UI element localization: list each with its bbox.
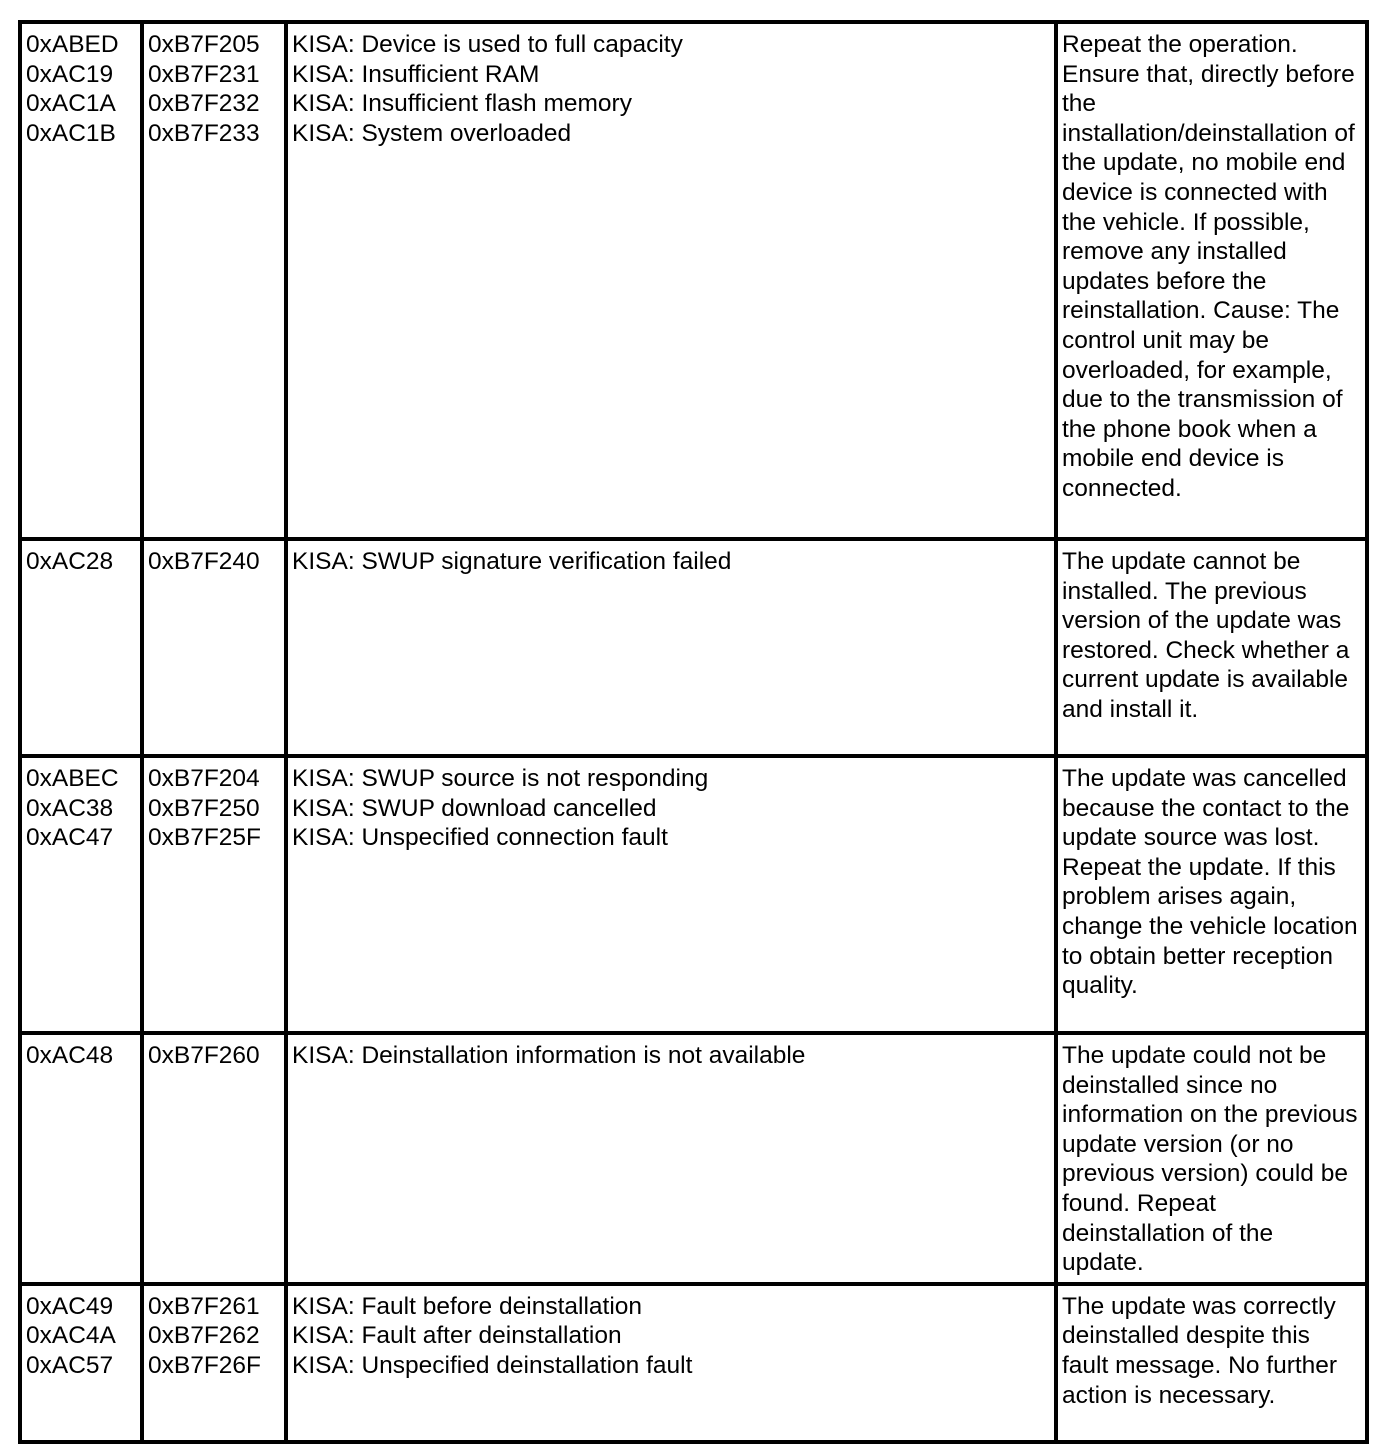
fault-code: 0xAC57 <box>26 1351 114 1379</box>
table-row <box>20 539 1367 756</box>
dtc-code: 0xB7F205 <box>148 31 260 58</box>
fault-code: 0xAC48 <box>26 1042 114 1069</box>
dtc-code: 0xB7F233 <box>148 119 260 147</box>
fault-text-cell <box>286 539 1056 756</box>
fault-code-cell <box>20 1284 142 1442</box>
table-row <box>20 756 1367 1033</box>
dtc-code: 0xB7F261 <box>148 1292 260 1320</box>
fault-code-table <box>18 20 1369 1444</box>
fault-text-cell <box>286 756 1056 1033</box>
fault-text: KISA: Insufficient RAM <box>292 60 540 88</box>
dtc-code-cell <box>142 539 286 756</box>
fault-text-cell <box>286 1033 1056 1284</box>
fault-code: 0xAC1B <box>26 119 116 147</box>
dtc-code-cell <box>142 756 286 1033</box>
fault-code: 0xAC4A <box>26 1322 116 1350</box>
fault-text: KISA: Insufficient flash memory <box>292 90 632 118</box>
dtc-code: 0xB7F25F <box>148 824 262 852</box>
fault-code-cell <box>20 1033 142 1284</box>
fault-text: KISA: Unspecified connection fault <box>292 824 668 852</box>
fault-code-cell <box>20 539 142 756</box>
fault-text: KISA: SWUP signature verification failed <box>292 548 732 575</box>
remedy-text: Repeat the operation. Ensure that, directly before the installation/deinstallation of the update, no mobile end device is connected with the vehicle. If possible, remove any installed updates before the reinstallation. Cause: The control unit may be overloaded, for example, due to the transmission of the phone book when a mobile end device is connected. <box>1062 31 1355 502</box>
remedy-cell <box>1056 1284 1367 1442</box>
dtc-code: 0xB7F204 <box>148 765 260 792</box>
fault-text: KISA: SWUP download cancelled <box>292 794 657 822</box>
dtc-code: 0xB7F262 <box>148 1322 260 1350</box>
remedy-cell <box>1056 22 1367 539</box>
fault-text: KISA: SWUP source is not responding <box>292 765 709 792</box>
fault-code: 0xAC19 <box>26 60 114 88</box>
remedy-cell <box>1056 756 1367 1033</box>
fault-code-cell <box>20 756 142 1033</box>
table-row <box>20 22 1367 539</box>
remedy-cell <box>1056 1033 1367 1284</box>
remedy-text: The update could not be deinstalled since no information on the previous update version (or no previous version) could be found. Repeat deinstallation of the update. <box>1062 1042 1358 1277</box>
fault-code: 0xAC28 <box>26 548 114 575</box>
remedy-text: The update cannot be installed. The previous version of the update was restored. Check whether a current update is available and install it. <box>1062 548 1350 723</box>
dtc-code: 0xB7F232 <box>148 90 260 118</box>
dtc-code-cell <box>142 22 286 539</box>
fault-text-cell <box>286 22 1056 539</box>
fault-code-cell <box>20 22 142 539</box>
fault-code: 0xAC38 <box>26 794 114 822</box>
dtc-code: 0xB7F231 <box>148 60 260 88</box>
fault-code: 0xAC47 <box>26 824 114 852</box>
dtc-code-cell <box>142 1284 286 1442</box>
fault-text: KISA: Unspecified deinstallation fault <box>292 1351 693 1379</box>
dtc-code: 0xB7F250 <box>148 794 260 822</box>
table-row <box>20 1284 1367 1442</box>
dtc-code: 0xB7F240 <box>148 548 260 575</box>
fault-text-cell <box>286 1284 1056 1442</box>
table-row <box>20 1033 1367 1284</box>
dtc-code-cell <box>142 1033 286 1284</box>
fault-text: KISA: System overloaded <box>292 119 572 147</box>
remedy-text: The update was cancelled because the contact to the update source was lost. Repeat the update. If this problem arises again, change the vehicle location to obtain better reception quality. <box>1062 765 1358 1000</box>
fault-code: 0xAC49 <box>26 1292 114 1320</box>
fault-text: KISA: Deinstallation information is not available <box>292 1042 806 1069</box>
remedy-text: The update was correctly deinstalled despite this fault message. No further action is necessary. <box>1062 1292 1338 1409</box>
dtc-code: 0xB7F260 <box>148 1042 260 1069</box>
remedy-cell <box>1056 539 1367 756</box>
fault-code: 0xABEC <box>26 765 119 792</box>
dtc-code: 0xB7F26F <box>148 1351 262 1379</box>
fault-text: KISA: Fault before deinstallation <box>292 1292 643 1320</box>
fault-text: KISA: Device is used to full capacity <box>292 31 683 58</box>
fault-code: 0xABED <box>26 31 119 58</box>
fault-text: KISA: Fault after deinstallation <box>292 1322 622 1350</box>
fault-code: 0xAC1A <box>26 90 116 118</box>
